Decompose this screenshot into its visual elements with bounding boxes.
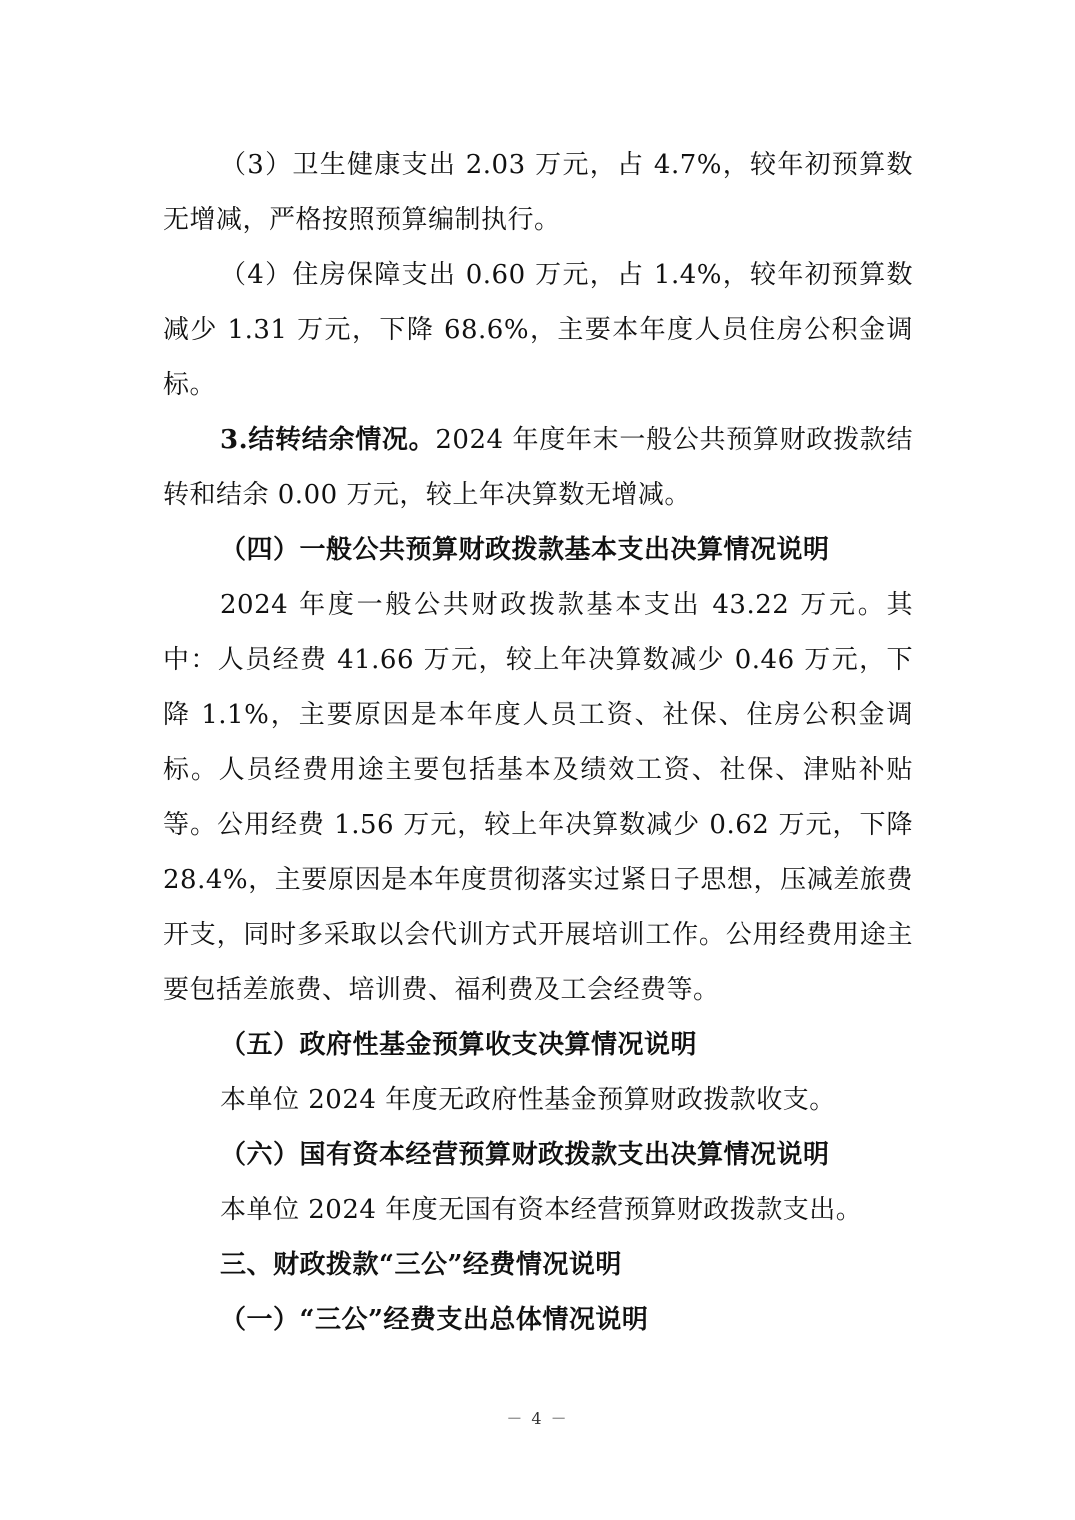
paragraph-health-expenditure: （3）卫生健康支出 2.03 万元，占 4.7%，较年初预算数无增减，严格按照预算编制执行。: [163, 150, 913, 235]
page-number: － 4 －: [506, 1409, 569, 1428]
document-body: [163, 138, 913, 1348]
paragraph-state-capital: 本单位 2024 年度无国有资本经营预算财政拨款支出。: [220, 1195, 863, 1225]
heading-basic-expenditure: （四）一般公共预算财政拨款基本支出决算情况说明: [220, 535, 830, 565]
section-three-public-expenses: 三、财政拨款“三公”经费情况说明: [220, 1250, 622, 1280]
paragraph-carryover-balance: [163, 413, 913, 523]
paragraph-government-fund: 本单位 2024 年度无政府性基金预算财政拨款收支。: [220, 1085, 836, 1115]
heading-three-public-overall: （一）“三公”经费支出总体情况说明: [220, 1305, 649, 1335]
paragraph-basic-expenditure: 2024 年度一般公共财政拨款基本支出 43.22 万元。其中：人员经费 41.66 万元，较上年决算数减少 0.46 万元，下降 1.1%，主要原因是本年度人员工资、社保、住房公积金调标。人员经费用途主要包括基本及绩效工资、社保、津贴补贴等。公用经费 1.56 万元，较上年决算数减少 0.62 万元，下降 28.4%，主要原因是本年度贯彻落实过紧日子思想，压减差旅费开支，同时多采取以会代训方式开展培训工作。公用经费用途主要包括差旅费、培训费、福利费及工会经费等。: [163, 590, 913, 1005]
carryover-heading: 3.结转结余情况。: [220, 425, 436, 455]
paragraph-housing-expenditure: （4）住房保障支出 0.60 万元，占 1.4%，较年初预算数减少 1.31 万元，下降 68.6%，主要本年度人员住房公积金调标。: [163, 260, 913, 400]
heading-government-fund: （五）政府性基金预算收支决算情况说明: [220, 1030, 698, 1060]
carryover-text: 2024 年度年末一般公共预算财政拨款结转和结余 0.00 万元，较上年决算数无增减。: [163, 425, 913, 510]
heading-state-capital: （六）国有资本经营预算财政拨款支出决算情况说明: [220, 1140, 830, 1170]
